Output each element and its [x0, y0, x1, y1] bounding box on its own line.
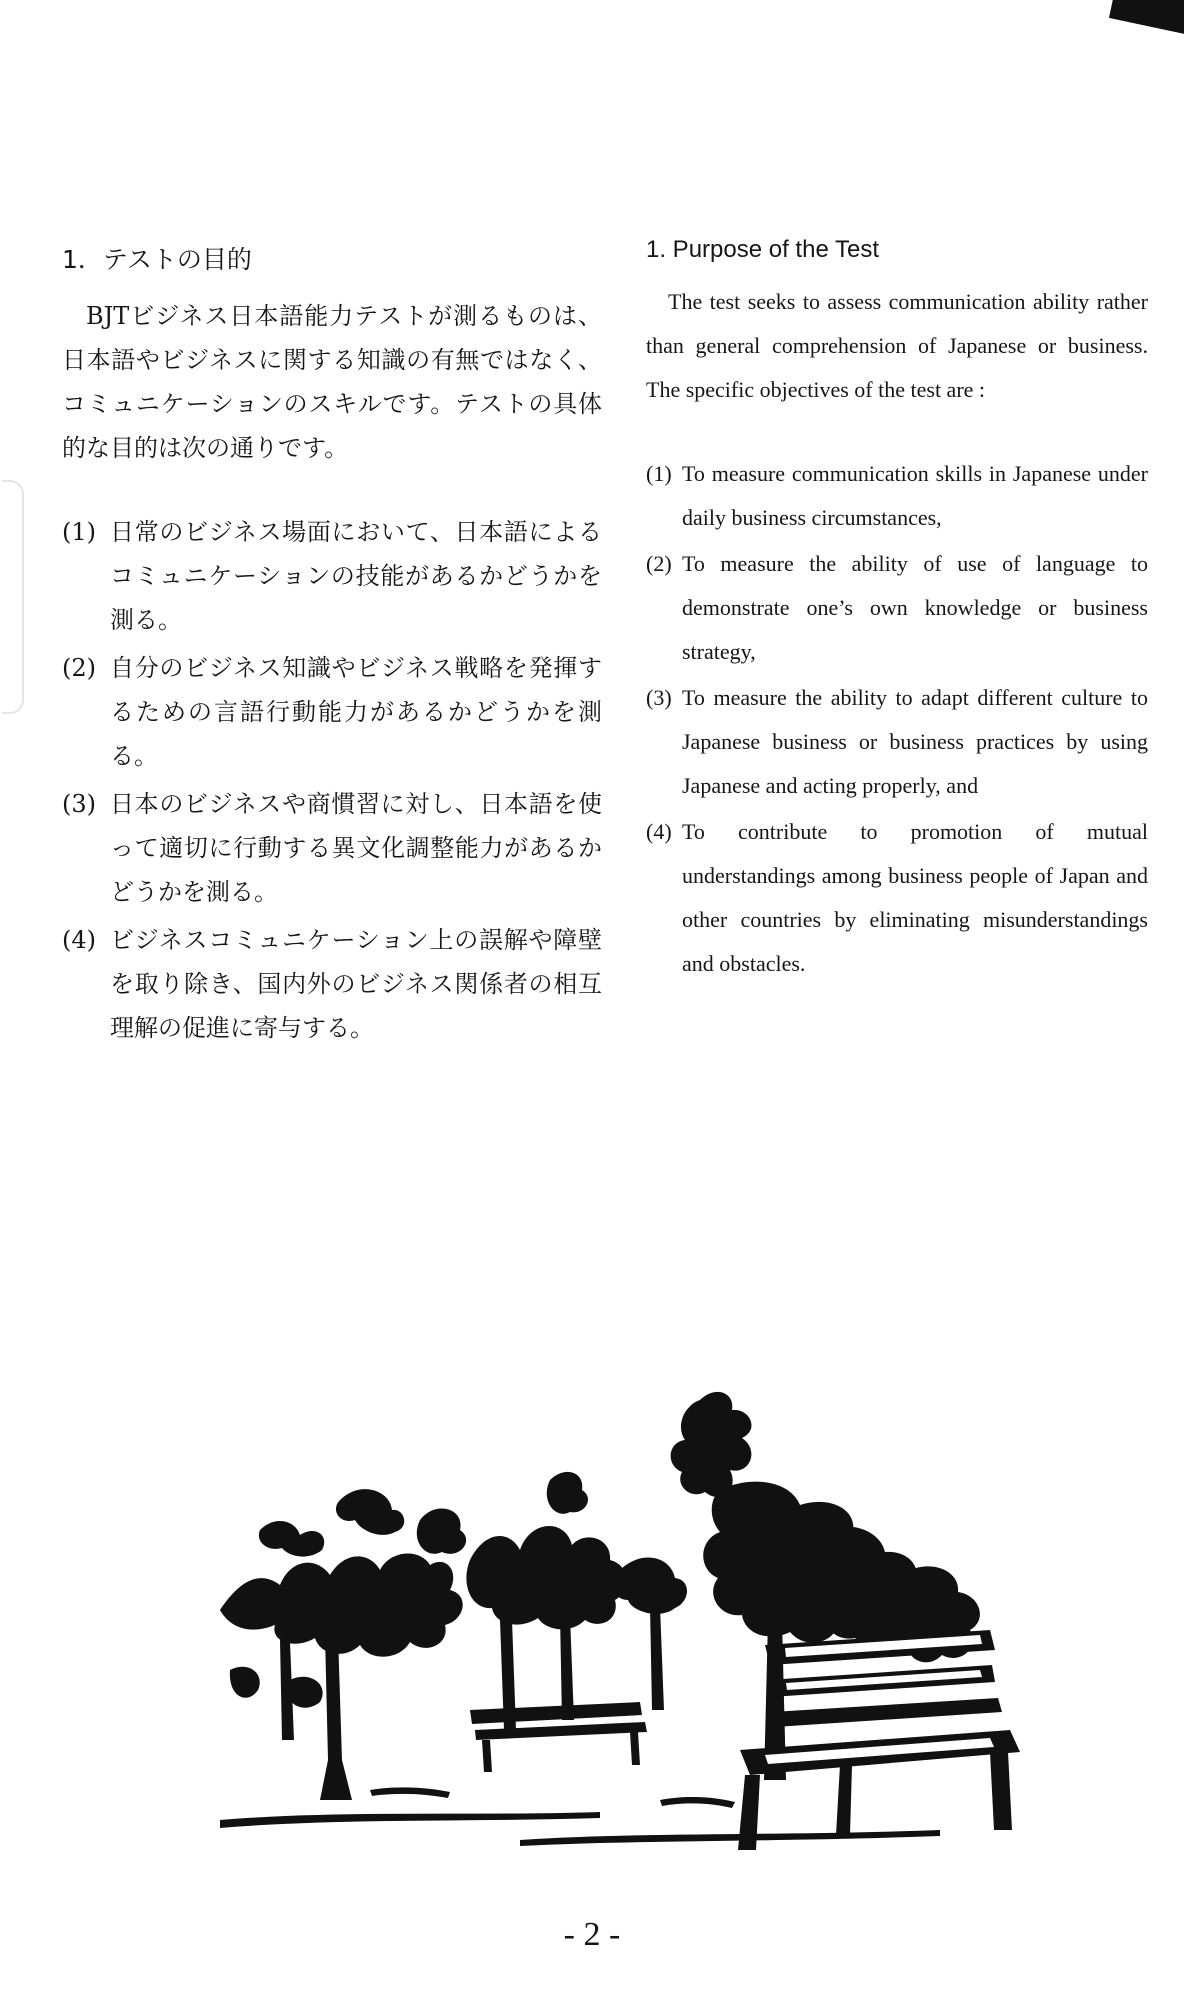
english-objective-4	[646, 810, 1148, 986]
bleed-through-mark	[2, 480, 24, 714]
english-objective-2	[646, 542, 1148, 674]
japanese-objective-number: (2)	[62, 654, 96, 682]
english-objective-number: (1)	[646, 461, 672, 486]
english-objective-number: (4)	[646, 819, 672, 844]
english-objective-number: (3)	[646, 685, 672, 710]
scan-edge-shadow	[1109, 0, 1184, 41]
english-objective-text: To contribute to promotion of mutual understandings among business people of Japan and other countries by eliminating misunderstandings and obstacles.	[682, 819, 1148, 976]
japanese-objective-number: (1)	[62, 518, 96, 546]
english-objective-1	[646, 452, 1148, 540]
japanese-objective-text: ビジネスコミュニケーション上の誤解や障壁を取り除き、国内外のビジネス関係者の相互理解の促進に寄与する。	[110, 926, 602, 1042]
english-objective-text: To measure the ability to adapt different culture to Japanese business or business practices by using Japanese and acting properly, and	[682, 685, 1148, 798]
japanese-objective-text: 日本のビジネスや商慣習に対し、日本語を使って適切に行動する異文化調整能力があるかどうかを測る。	[110, 790, 602, 906]
english-objective-3	[646, 676, 1148, 808]
english-column	[646, 230, 1148, 988]
japanese-objective-text: 自分のビジネス知識やビジネス戦略を発揮するための言語行動能力があるかどうかを測る。	[110, 654, 602, 770]
japanese-heading: 1．テストの目的	[62, 245, 252, 274]
japanese-objective-1	[62, 510, 602, 642]
japanese-objective-text: 日常のビジネス場面において、日本語によるコミュニケーションの技能があるかどうかを測る。	[110, 518, 602, 634]
japanese-objective-3	[62, 782, 602, 914]
english-objective-number: (2)	[646, 551, 672, 576]
japanese-objectives-list	[62, 510, 602, 1050]
japanese-objective-4	[62, 918, 602, 1050]
english-objective-text: To measure the ability of use of language to demonstrate one’s own knowledge or business strategy,	[682, 551, 1148, 664]
japanese-objective-number: (4)	[62, 926, 96, 954]
page-number: - 2 -	[563, 1916, 621, 1953]
park-bench-illustration	[220, 1380, 1060, 1880]
japanese-column	[62, 240, 602, 1054]
english-objective-text: To measure communication skills in Japanese under daily business circumstances,	[682, 461, 1148, 530]
japanese-intro: BJTビジネス日本語能力テストが測るものは、日本語やビジネスに関する知識の有無ではなく、コミュニケーションのスキルです。テストの具体的な目的は次の通りです。	[62, 302, 602, 462]
japanese-objective-number: (3)	[62, 790, 96, 818]
japanese-objective-2	[62, 646, 602, 778]
english-intro: The test seeks to assess communication ability rather than general comprehension of Japanese or business. The specific objectives of the test are :	[646, 289, 1148, 402]
english-objectives-list	[646, 452, 1148, 986]
english-heading: 1. Purpose of the Test	[646, 236, 880, 263]
